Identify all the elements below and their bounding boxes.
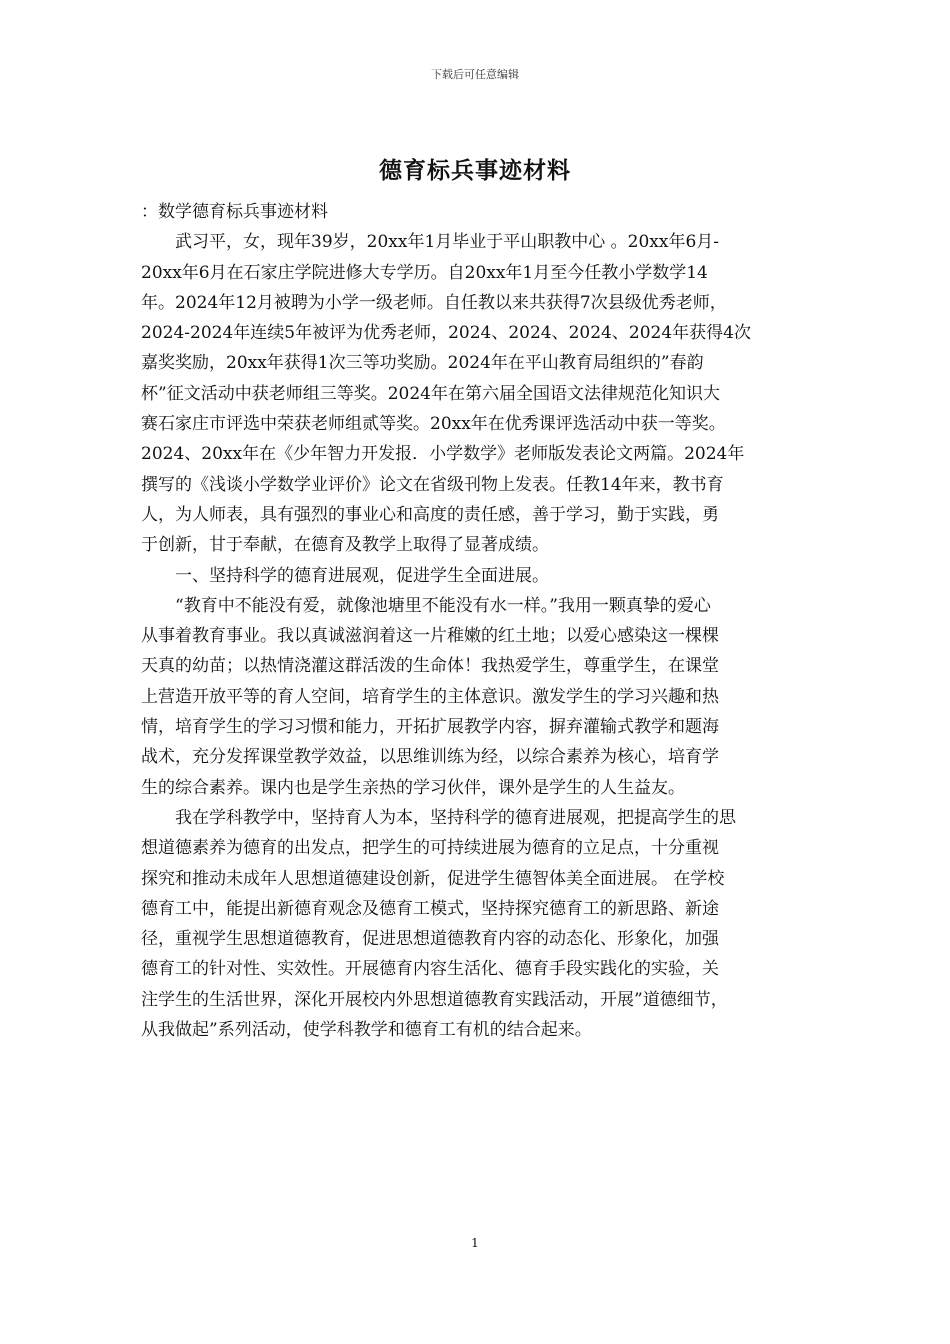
page-header-note: 下载后可任意编辑	[431, 68, 519, 81]
body-line: 2024-2024年连续5年被评为优秀老师，2024、2024、2024、2024年获得4次	[141, 323, 751, 344]
body-line: 年。2024年12月被聘为小学一级老师。自任教以来共获得7次县级优秀老师，	[141, 292, 727, 313]
body-line: 人，为人师表，具有强烈的事业心和高度的责任感，善于学习，勤于实践，勇	[141, 504, 719, 525]
body-line: 武习平，女，现年39岁，20xx年1月毕业于平山职教中心 。20xx年6月-	[141, 232, 720, 253]
body-line: 我在学科教学中，坚持育人为本，坚持科学的德育进展观，把提高学生的思	[141, 807, 736, 828]
section-heading: 一、坚持科学的德育进展观，促进学生全面进展。	[141, 565, 549, 586]
body-line: 德育工的针对性、实效性。开展德育内容生活化、德育手段实践化的实验，关	[141, 959, 719, 980]
body-line: 2024、20xx年在《少年智力开发报．小学数学》老师版发表论文两篇。2024年	[141, 444, 745, 465]
body-line: 嘉奖奖励，20xx年获得1次三等功奖励。2024年在平山教育局组织的”春韵	[141, 353, 704, 374]
document-body	[141, 197, 811, 1045]
body-line: 德育工中，能提出新德育观念及德育工模式，坚持探究德育工的新思路、新途	[141, 898, 719, 919]
body-line: 注学生的生活世界，深化开展校内外思想道德教育实践活动，开展”道德细节，	[141, 989, 728, 1010]
body-line: 杯”征文活动中获老师组三等奖。2024年在第六届全国语文法律规范化知识大	[141, 383, 720, 404]
body-line: ：数学德育标兵事迹材料	[141, 202, 328, 222]
body-line: 于创新，甘于奉献，在德育及教学上取得了显著成绩。	[141, 535, 549, 556]
body-line: 生的综合素养。课内也是学生亲热的学习伙伴，课外是学生的人生益友。	[141, 777, 685, 798]
body-line: 想道德素养为德育的出发点，把学生的可持续进展为德育的立足点，十分重视	[141, 838, 719, 859]
body-line: 20xx年6月在石家庄学院进修大专学历。自20xx年1月至今任教小学数学14	[141, 262, 708, 283]
body-line: 从我做起”系列活动，使学科教学和德育工有机的结合起来。	[141, 1020, 592, 1041]
page-number: 1	[471, 1236, 479, 1250]
body-line: 赛石家庄市评选中荣获老师组贰等奖。20xx年在优秀课评选活动中获一等奖。	[141, 414, 726, 435]
document-title: 德育标兵事迹材料	[379, 157, 571, 184]
body-line: 从事着教育事业。我以真诚滋润着这一片稚嫩的红土地；以爱心感染这一棵棵	[141, 626, 719, 647]
body-line: 径，重视学生思想道德教育，促进思想道德教育内容的动态化、形象化，加强	[141, 929, 719, 950]
body-line: 情，培育学生的学习习惯和能力，开拓扩展教学内容，摒弃灌输式教学和题海	[141, 717, 719, 738]
body-line: “教育中不能没有爱，就像池塘里不能没有水一样。”我用一颗真挚的爱心	[141, 595, 711, 616]
body-line: 战术，充分发挥课堂教学效益，以思维训练为经，以综合素养为核心，培育学	[141, 747, 719, 768]
body-line: 上营造开放平等的育人空间，培育学生的主体意识。激发学生的学习兴趣和热	[141, 686, 719, 707]
body-line: 天真的幼苗；以热情浇灌这群活泼的生命体！我热爱学生，尊重学生，在课堂	[141, 656, 719, 677]
body-line: 探究和推动未成年人思想道德建设创新，促进学生德智体美全面进展。 在学校	[141, 868, 725, 889]
body-line: 撰写的《浅谈小学数学业评价》论文在省级刊物上发表。任教14年来，教书育	[141, 474, 724, 495]
